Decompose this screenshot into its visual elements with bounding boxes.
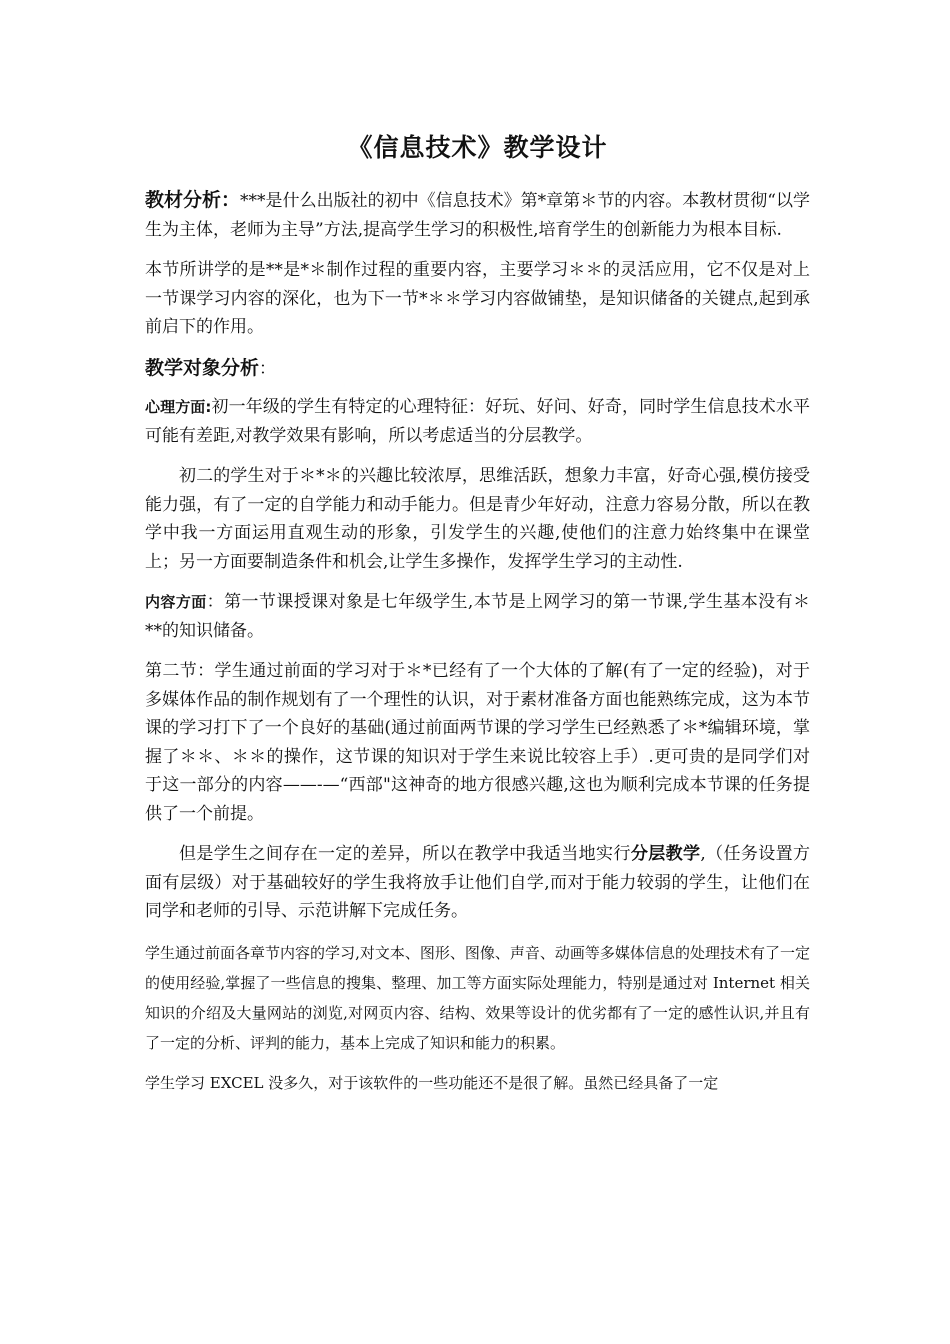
heading-student-analysis-block xyxy=(145,354,810,384)
heading-student-analysis: 教学对象分析 xyxy=(145,356,260,379)
document-title: 《信息技术》教学设计 xyxy=(347,133,608,162)
paragraph-excel: 学生学习 EXCEL 没多久，对于该软件的一些功能还不是很了解。虽然已经具备了一定 xyxy=(145,1073,719,1092)
text-differences-b: ,（任务设置方面有层级）对于基础较好的学生我将放手让他们自学,而对于能力较弱的学生，让他们在同学和老师的引导、示范讲解下完成任务。 xyxy=(145,844,811,921)
paragraph-textbook-analysis xyxy=(145,186,810,244)
text-content-aspect: 第一节课授课对象是七年级学生,本节是上网学习的第一节课,学生基本没有＊**的知识储备。 xyxy=(145,592,810,641)
paragraph-second-section: 第二节：学生通过前面的学习对于＊*已经有了一个大体的了解(有了一定的经验)，对于多媒体作品的制作规划有了一个理性的认识，对于素材准备方面也能熟练完成，这为本节课的学习打下了一个良好的基础(通过前面两节课的学习学生已经熟悉了＊*编辑环境，掌握了＊＊、＊＊的操作，这节课的知识对于学生来说比较容上手）.更可贵的是同学们对于这一部分的内容——-—“西部"这神奇的地方很感兴趣,这也为顺利完成本节课的任务提供了一个前提。 xyxy=(145,661,810,824)
text-differences-a: 但是学生之间存在一定的差异，所以在教学中我适当地实行 xyxy=(179,844,631,864)
document-page xyxy=(145,128,810,1108)
text-layered-teaching: 分层教学 xyxy=(630,844,701,864)
label-content-aspect: 内容方面 xyxy=(145,593,207,611)
label-content-colon: ： xyxy=(206,592,225,612)
label-psychology: 心理方面: xyxy=(145,398,212,416)
paragraph-differences xyxy=(145,840,810,926)
paragraph-prior-learning: 学生通过前面各章节内容的学习,对文本、图形、图像、声音、动画等多媒体信息的处理技术有了一定的使用经验,掌握了一些信息的搜集、整理、加工等方面实际处理能力，特别是通过对 Internet 相关知识的介绍及大量网站的浏览,对网页内容、结构、效果等设计的优劣都有了一定的感性认识,并且有了一定的分析、评判的能力，基本上完成了知识和能力的积累。 xyxy=(145,943,810,1052)
paragraph-content-aspect xyxy=(145,588,810,645)
heading-colon: ： xyxy=(259,358,277,379)
paragraph-psychology xyxy=(145,393,810,450)
heading-textbook-analysis: 教材分析： xyxy=(145,189,241,211)
text-psychology: 初一年级的学生有特定的心理特征：好玩、好问、好奇，同时学生信息技术水平可能有差距,对教学效果有影响，所以考虑适当的分层教学。 xyxy=(145,397,811,446)
text-textbook-analysis: ***是什么出版社的初中《信息技术》第*章第＊节的内容。本教材贯彻“以学生为主体，老师为主导”方法,提高学生学习的积极性,培育学生的创新能力为根本目标. xyxy=(145,191,810,240)
paragraph-section-content: 本节所讲学的是**是*＊制作过程的重要内容，主要学习＊＊的灵活应用，它不仅是对上一节课学习内容的深化，也为下一节*＊＊学习内容做铺垫，是知识储备的关键点,起到承前启下的作用。 xyxy=(145,260,810,337)
paragraph-grade-two: 初二的学生对于＊*＊的兴趣比较浓厚，思维活跃，想象力丰富，好奇心强,模仿接受能力强，有了一定的自学能力和动手能力。但是青少年好动，注意力容易分散，所以在教学中我一方面运用直观生动的形象，引发学生的兴趣,使他们的注意力始终集中在课堂上；另一方面要制造条件和机会,让学生多操作，发挥学生学习的主动性. xyxy=(145,466,810,572)
